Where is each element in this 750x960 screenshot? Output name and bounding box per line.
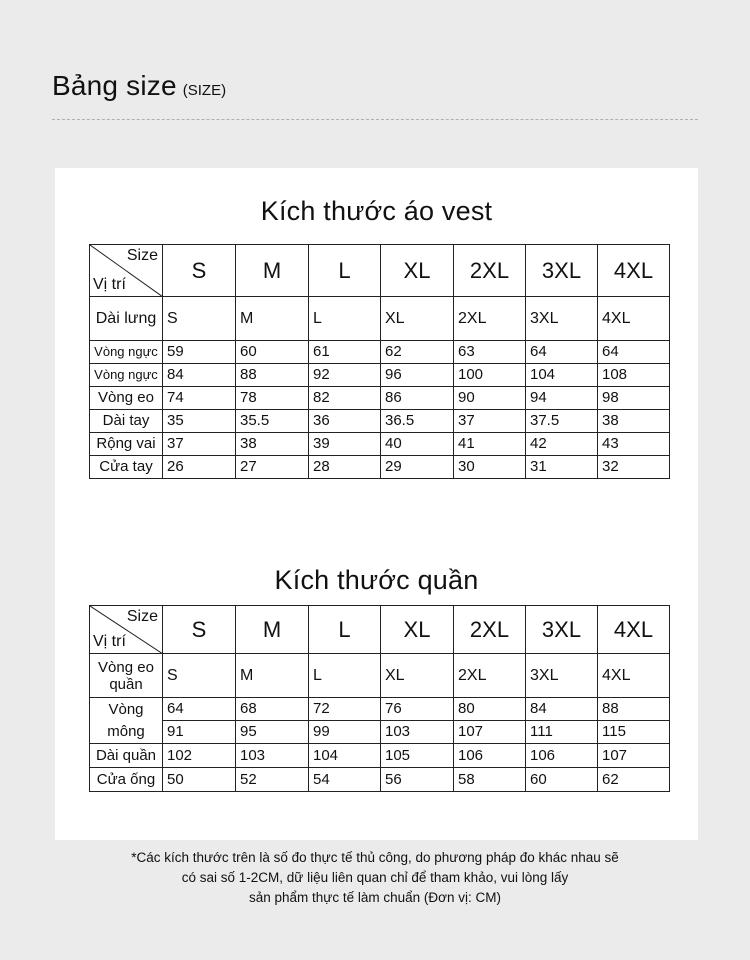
table-cell: XL [381, 297, 454, 341]
size-header: 3XL [526, 606, 598, 654]
table-cell: 2XL [454, 297, 526, 341]
table-cell: 74 [163, 387, 236, 410]
table-row [90, 654, 670, 698]
table-cell: 38 [236, 433, 309, 456]
table-row [90, 433, 670, 456]
page-subtitle: (SIZE) [182, 82, 227, 99]
table-cell: 61 [309, 341, 381, 364]
table-cell: 84 [163, 364, 236, 387]
size-header: XL [381, 245, 454, 297]
table-cell: 28 [309, 456, 381, 479]
row-label: Vòng ngực [90, 341, 163, 364]
table-cell: 3XL [526, 297, 598, 341]
table-cell: 2XL [454, 654, 526, 698]
table-cell: 56 [381, 768, 454, 792]
table-cell: M [236, 654, 309, 698]
table-cell: 80 [454, 698, 526, 721]
table-cell: 68 [236, 698, 309, 721]
dashed-divider [52, 119, 698, 120]
size-header: L [309, 245, 381, 297]
row-label: Vòng eo quần [90, 654, 163, 698]
table-cell: L [309, 297, 381, 341]
table-cell: 62 [381, 341, 454, 364]
table-cell: 30 [454, 456, 526, 479]
vest-corner-cell [90, 245, 163, 297]
table-row [90, 768, 670, 792]
table-cell: L [309, 654, 381, 698]
table-cell: 35.5 [236, 410, 309, 433]
table-cell: 91 [163, 721, 236, 744]
corner-position-label: Vị trí [93, 276, 126, 293]
table-cell: 31 [526, 456, 598, 479]
table-cell: 54 [309, 768, 381, 792]
table-cell: 72 [309, 698, 381, 721]
table-row [90, 297, 670, 341]
table-cell: 38 [598, 410, 670, 433]
table-cell: 107 [454, 721, 526, 744]
table-row [90, 387, 670, 410]
table-cell: 32 [598, 456, 670, 479]
table-cell: 108 [598, 364, 670, 387]
table-cell: 102 [163, 744, 236, 768]
table-cell: 103 [381, 721, 454, 744]
row-label: Vòng eo [90, 387, 163, 410]
row-label: Cửa ống [90, 768, 163, 792]
table-cell: 103 [236, 744, 309, 768]
table-row [90, 341, 670, 364]
table-cell: 105 [381, 744, 454, 768]
table-cell: 107 [598, 744, 670, 768]
table-cell: 100 [454, 364, 526, 387]
table-cell: 104 [526, 364, 598, 387]
corner-position-label: Vị trí [93, 633, 126, 650]
row-label: Dài tay [90, 410, 163, 433]
table-cell: 39 [309, 433, 381, 456]
table-cell: 115 [598, 721, 670, 744]
row-label: Vòng ngực [90, 364, 163, 387]
table-cell: 50 [163, 768, 236, 792]
table-cell: 64 [163, 698, 236, 721]
size-header: 4XL [598, 606, 670, 654]
table-cell: 94 [526, 387, 598, 410]
table-cell: 99 [309, 721, 381, 744]
size-header: M [236, 606, 309, 654]
table-cell: 4XL [598, 297, 670, 341]
table-cell: 37 [163, 433, 236, 456]
table-row [90, 721, 670, 744]
table-cell: 29 [381, 456, 454, 479]
row-label: Rộng vai [90, 433, 163, 456]
size-header: 3XL [526, 245, 598, 297]
table-row [90, 410, 670, 433]
table-cell: S [163, 297, 236, 341]
table-row [90, 364, 670, 387]
corner-size-label: Size [126, 247, 158, 264]
table-cell: 52 [236, 768, 309, 792]
table-cell: 60 [236, 341, 309, 364]
vest-size-table [89, 244, 670, 479]
table-cell: 26 [163, 456, 236, 479]
table-cell: 37 [454, 410, 526, 433]
table-cell: 88 [236, 364, 309, 387]
measurement-note [0, 848, 750, 908]
size-header: M [236, 245, 309, 297]
size-header: 2XL [454, 245, 526, 297]
table-cell: 60 [526, 768, 598, 792]
table-cell: 3XL [526, 654, 598, 698]
table-cell: 36.5 [381, 410, 454, 433]
table-cell: 104 [309, 744, 381, 768]
table-cell: XL [381, 654, 454, 698]
size-header: L [309, 606, 381, 654]
row-label: Cửa tay [90, 456, 163, 479]
table-row [90, 698, 670, 721]
vest-table-title: Kích thước áo vest [260, 196, 493, 226]
row-label: Vòng mông [90, 698, 163, 744]
size-header: 2XL [454, 606, 526, 654]
table-cell: 82 [309, 387, 381, 410]
table-cell: 63 [454, 341, 526, 364]
table-row [90, 456, 670, 479]
table-cell: 84 [526, 698, 598, 721]
table-cell: 59 [163, 341, 236, 364]
table-cell: 42 [526, 433, 598, 456]
table-row [90, 744, 670, 768]
table-cell: 43 [598, 433, 670, 456]
table-cell: 41 [454, 433, 526, 456]
table-cell: 106 [526, 744, 598, 768]
table-cell: S [163, 654, 236, 698]
corner-size-label: Size [126, 608, 158, 625]
note-line: sản phẩm thực tế làm chuẩn (Đơn vị: CM) [249, 890, 501, 905]
table-cell: 98 [598, 387, 670, 410]
table-cell: 27 [236, 456, 309, 479]
table-cell: 95 [236, 721, 309, 744]
table-cell: M [236, 297, 309, 341]
row-label: Dài lưng [90, 297, 163, 341]
table-cell: 76 [381, 698, 454, 721]
table-cell: 86 [381, 387, 454, 410]
table-cell: 88 [598, 698, 670, 721]
table-cell: 78 [236, 387, 309, 410]
table-cell: 64 [598, 341, 670, 364]
row-label: Dài quần [90, 744, 163, 768]
pants-table-title: Kích thước quần [274, 565, 479, 595]
table-cell: 62 [598, 768, 670, 792]
note-line: có sai số 1-2CM, dữ liệu liên quan chỉ để tham khảo, vui lòng lấy [181, 870, 569, 885]
table-cell: 4XL [598, 654, 670, 698]
page-title: Bảng size [52, 70, 177, 101]
table-cell: 37.5 [526, 410, 598, 433]
size-header: XL [381, 606, 454, 654]
size-header: 4XL [598, 245, 670, 297]
table-cell: 90 [454, 387, 526, 410]
pants-size-table [89, 605, 670, 792]
size-chart-card [55, 168, 698, 840]
table-cell: 35 [163, 410, 236, 433]
table-cell: 64 [526, 341, 598, 364]
pants-corner-cell [90, 606, 163, 654]
table-cell: 36 [309, 410, 381, 433]
table-cell: 111 [526, 721, 598, 744]
page-header [52, 70, 226, 102]
table-cell: 40 [381, 433, 454, 456]
table-cell: 58 [454, 768, 526, 792]
table-cell: 106 [454, 744, 526, 768]
table-cell: 92 [309, 364, 381, 387]
size-header: S [163, 245, 236, 297]
note-line: *Các kích thước trên là số đo thực tế thủ công, do phương pháp đo khác nhau sẽ [131, 850, 619, 865]
table-cell: 96 [381, 364, 454, 387]
size-header: S [163, 606, 236, 654]
